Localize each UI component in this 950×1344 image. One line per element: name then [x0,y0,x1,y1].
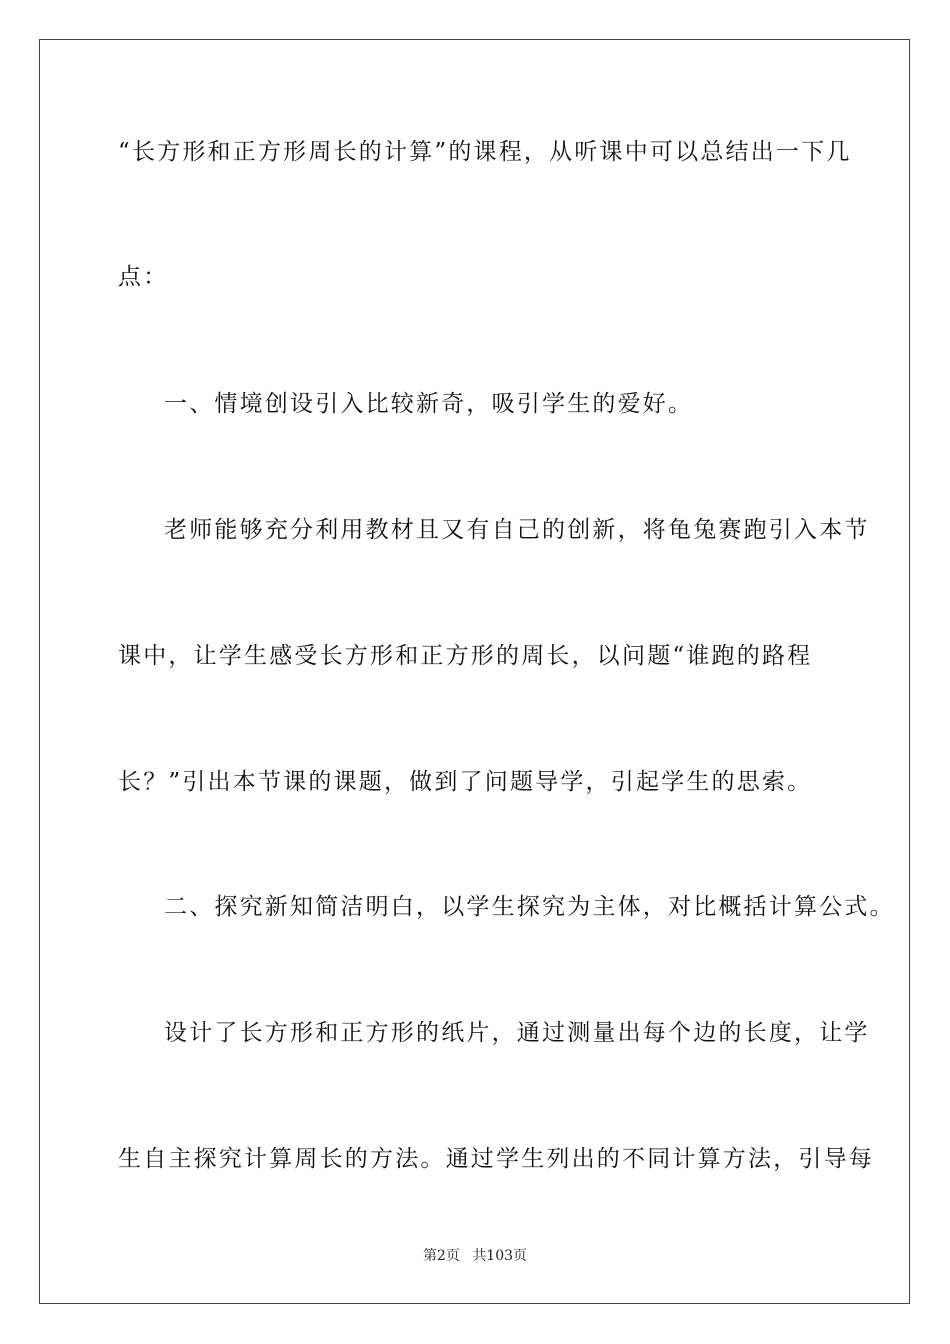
page-frame [39,39,910,1304]
text-line: 课中，让学生感受长方形和正方形的周长，以问题“谁跑的路程 [118,643,813,669]
page-total: 共103页 [472,1248,528,1264]
text-line: 点： [118,264,169,290]
text-line: “长方形和正方形周长的计算”的课程，从听课中可以总结出一下几 [118,139,852,165]
text-line: 生自主探究计算周长的方法。通过学生列出的不同计算方法，引导每 [118,1146,874,1172]
section-heading: 一、情境创设引入比较新奇，吸引学生的爱好。 [164,391,694,417]
text-line: 老师能够充分利用教材且又有自己的创新，将龟兔赛跑引入本节 [164,517,870,543]
text-line: 长？”引出本节课的课题，做到了问题导学，引起学生的思索。 [118,769,813,795]
page-footer [0,1245,950,1265]
page-number: 第2页 [422,1248,460,1264]
text-line: 设计了长方形和正方形的纸片，通过测量出每个边的长度，让学 [164,1020,870,1046]
section-heading: 二、探究新知简洁明白，以学生探究为主体，对比概括计算公式。 [164,894,895,920]
